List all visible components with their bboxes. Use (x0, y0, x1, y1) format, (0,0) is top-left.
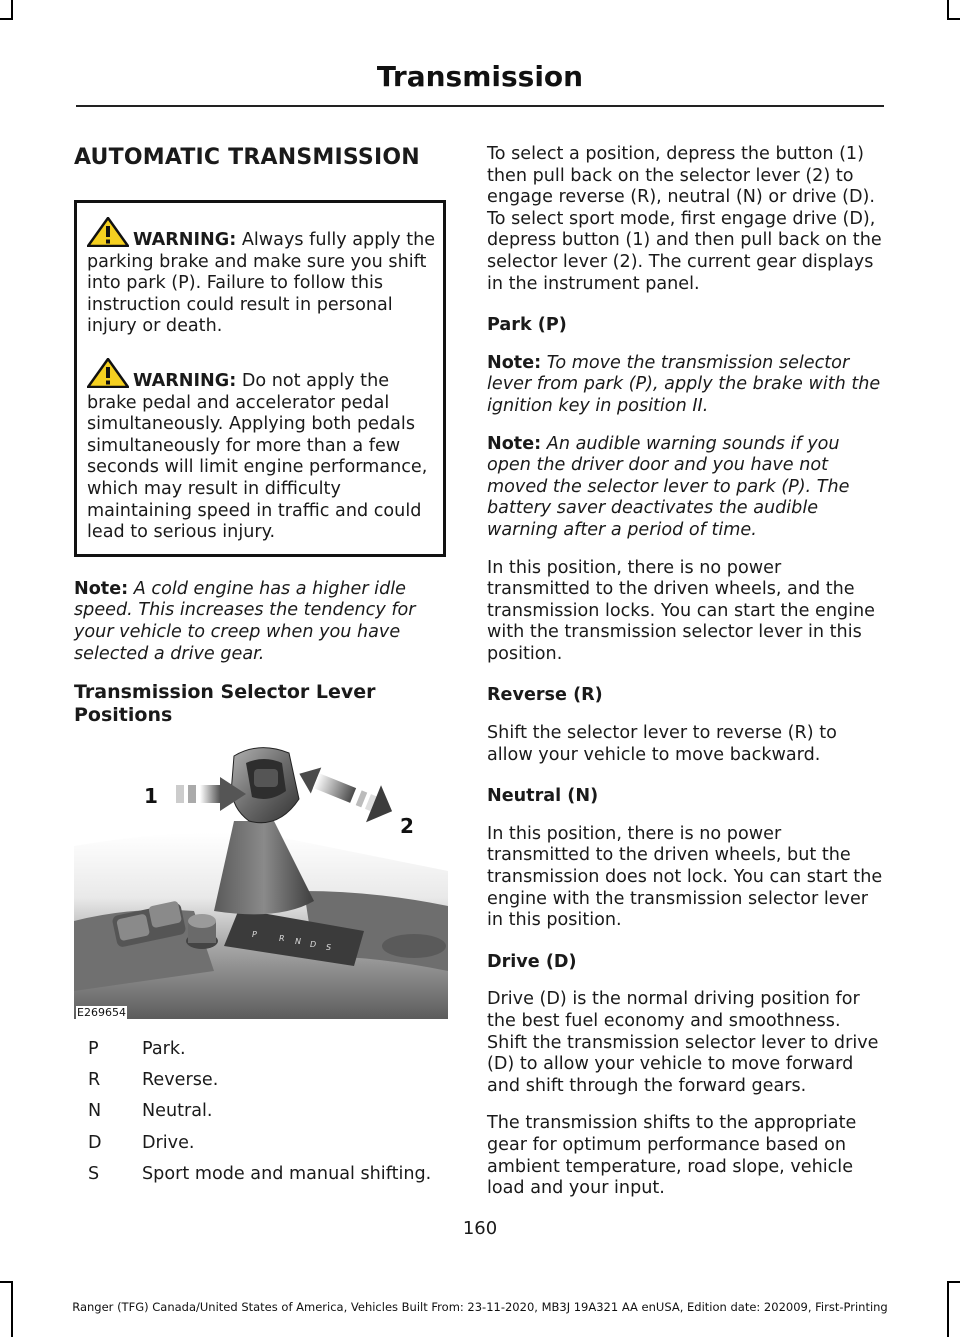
gate-letter: D (310, 940, 317, 950)
crop-mark (947, 1281, 960, 1283)
warning-paragraph (87, 358, 437, 544)
park-body: In this position, there is no power transmitted to the driven wheels, and the transmission locks. You can start the engine with the transmission selector lever in this position. (487, 557, 876, 664)
page-number: 160 (462, 1218, 498, 1239)
legend-value: Sport mode and manual shifting. (142, 1163, 432, 1184)
legend-key: S (88, 1163, 100, 1184)
crop-mark (947, 0, 949, 20)
gate-letter: P (252, 930, 257, 940)
legend-row (74, 1101, 446, 1123)
intro-paragraph: To select a position, depress the button (1) then pull back on the selector lever (2) to engage reverse (R), neutral (N) or drive (D). To select sport mode, first engage drive (D), depress button (1) and then pull back on the selector lever (2). The current gear displays in the instrument panel. (487, 144, 882, 294)
legend-key: P (88, 1039, 99, 1060)
footer-text: Ranger (TFG) Canada/United States of America, Vehicles Built From: 23-11-2020, MB3J 19A321 AA enUSA, Edition date: 202009, First-Printing (72, 1300, 888, 1314)
neutral-heading: Neutral (N) (487, 786, 599, 807)
warning-text: Always fully apply the parking brake and make sure you shift into park (P). Failure to follow this instruction could result in personal injury or death. (87, 230, 436, 337)
note-paragraph (487, 353, 883, 418)
drive-body: The transmission shifts to the appropriate gear for optimum performance based on ambient temperature, road slope, vehicle load and your input. (487, 1113, 857, 1199)
legend-value: Park. (142, 1039, 186, 1060)
gate-letter: S (326, 943, 332, 953)
note-text: To move the transmission selector lever from park (P), apply the brake with the ignition key in position II. (487, 352, 881, 416)
reverse-body: Shift the selector lever to reverse (R) to allow your vehicle to move backward. (487, 723, 837, 765)
header-rule (76, 105, 884, 107)
note-label: Note: (487, 433, 542, 454)
legend-table (74, 1039, 446, 1185)
crop-mark (0, 18, 13, 20)
reverse-heading: Reverse (R) (487, 685, 603, 706)
crop-mark (11, 0, 13, 20)
gate-letter: R (279, 934, 285, 944)
legend-row (74, 1133, 446, 1155)
drive-heading: Drive (D) (487, 951, 577, 972)
callout-1: 1 (144, 784, 158, 809)
page-heading: AUTOMATIC TRANSMISSION (74, 145, 420, 170)
note-paragraph (74, 579, 446, 665)
legend-row (74, 1070, 446, 1092)
left-column (74, 144, 446, 1195)
note-text: A cold engine has a higher idle speed. This increases the tendency for your vehicle to creep when you have selected a drive gear. (74, 578, 416, 664)
legend-key: R (88, 1070, 101, 1091)
warning-box (74, 200, 446, 557)
warning-label: WARNING: (133, 370, 237, 391)
legend-key: D (88, 1132, 102, 1153)
callout-2: 2 (400, 814, 414, 839)
park-heading: Park (P) (487, 315, 567, 336)
neutral-body: In this position, there is no power transmitted to the driven wheels, but the transmission does not lock. You can start the engine with the transmission selector lever in this position. (487, 823, 883, 931)
right-column (487, 144, 883, 1216)
note-label: Note: (487, 352, 542, 373)
warning-paragraph (87, 217, 437, 338)
crop-mark (0, 1281, 13, 1283)
note-label: Note: (74, 578, 129, 599)
warning-triangle-icon (87, 217, 129, 247)
legend-value: Reverse. (142, 1070, 219, 1091)
legend-value: Neutral. (142, 1101, 213, 1122)
crop-mark (947, 18, 960, 20)
figure-code: E269654 (77, 1006, 126, 1020)
warning-triangle-icon (87, 358, 129, 388)
note-text: An audible warning sounds if you open the driver door and you have not moved the selector lever to park (P). The battery saver deactivates the audible warning after a period of time. (487, 433, 850, 540)
section-title: Transmission (376, 60, 584, 93)
warning-text: Do not apply the brake pedal and accelerator pedal simultaneously. Applying both pedals simultaneously for more than a few seconds will limit engine performance, which may result in difficulty maintaining speed in traffic and could lead to serious injury. (87, 370, 428, 543)
legend-value: Drive. (142, 1132, 195, 1153)
legend-key: N (88, 1101, 102, 1122)
drive-body: Drive (D) is the normal driving position for the best fuel economy and smoothness. Shift the transmission selector lever to drive (D) to allow your vehicle to move forward and shift through the forward gears. (487, 989, 879, 1096)
gate-letter: N (295, 937, 301, 947)
subheading: Transmission Selector Lever Positions (74, 681, 376, 727)
legend-row (74, 1164, 446, 1186)
legend-row (74, 1039, 446, 1061)
selector-lever-illustration (74, 741, 448, 1019)
gear-lever-image (74, 741, 448, 1019)
warning-label: WARNING: (133, 230, 237, 250)
note-paragraph (487, 434, 883, 542)
